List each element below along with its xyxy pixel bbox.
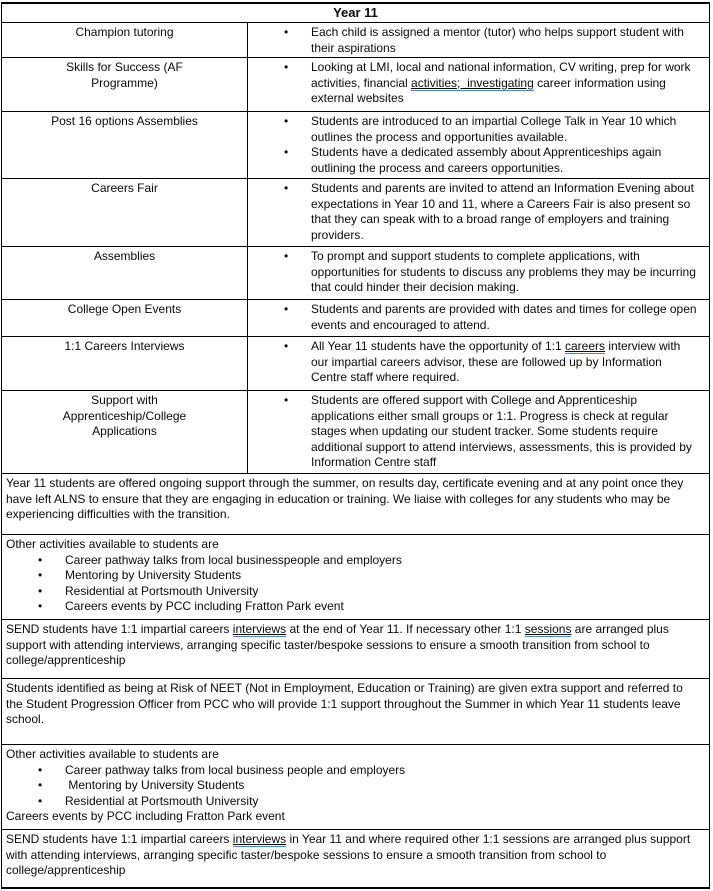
text-segment: Career pathway talks from local businesspeople and employers xyxy=(65,552,402,567)
section-heading: Other activities available to students are xyxy=(6,747,219,761)
detail-point xyxy=(311,339,699,386)
activity-cell xyxy=(2,337,248,390)
activity-cell xyxy=(2,247,248,299)
text-segment: Mentoring by University Students xyxy=(65,778,245,792)
text-segment: Students are introduced to an impartial College Talk in Year 10 which outlines the process and opportunities available. xyxy=(311,114,680,144)
activity-item xyxy=(65,763,695,779)
activity-item xyxy=(65,599,695,615)
text-segment: Each child is assigned a mentor (tutor) who helps support student with their aspirations xyxy=(311,25,688,55)
table-title: Year 11 xyxy=(333,5,378,20)
activity-label: College Open Events xyxy=(67,302,182,316)
activity-item xyxy=(65,553,695,569)
details-cell xyxy=(248,391,709,473)
grammar-flagged-text: interviews xyxy=(232,622,287,636)
details-cell xyxy=(248,112,709,178)
activity-label: Careers Fair xyxy=(91,181,158,195)
activity-cell xyxy=(2,58,248,111)
text-segment: Year 11 students are offered ongoing support through the summer, on results day, certificate evening and at any point once they have left ALNS to ensure that they are engaging in education or training. We liaise with colleges for any students who may be experiencing difficulties with the transition. xyxy=(6,476,687,521)
table-row-careers-fair xyxy=(2,179,709,247)
activities-list xyxy=(6,763,695,810)
detail-point xyxy=(311,145,699,176)
text-segment: Careers events by PCC including Fratton Park event xyxy=(65,599,344,613)
summer-support-section xyxy=(2,474,709,535)
text-segment: career information using external websites xyxy=(311,75,670,105)
details-cell xyxy=(248,58,709,111)
text-segment: at the end of Year 11. If necessary other 1:1 xyxy=(286,622,525,636)
activity-item xyxy=(65,584,695,600)
detail-point xyxy=(311,393,699,471)
section-heading: Other activities available to students are xyxy=(6,537,219,551)
grammar-flagged-text: careers xyxy=(564,339,605,353)
detail-point xyxy=(311,302,699,333)
neet-support-section xyxy=(2,679,709,745)
detail-point xyxy=(311,114,699,145)
table-row-college-open-events xyxy=(2,300,709,337)
unbulleted-activity-line xyxy=(6,809,695,825)
details-cell xyxy=(248,300,709,336)
table-row-champion-tutoring xyxy=(2,23,709,58)
details-list xyxy=(248,25,699,56)
grammar-flagged-text: sessions xyxy=(524,622,572,636)
text-segment: All Year 11 students have the opportunity of 1:1 xyxy=(311,339,565,353)
activity-cell xyxy=(2,300,248,336)
text-segment: To prompt and support students to complete applications, with opportunities for students to discuss any problems they may be incurring that could hinder their decision making. xyxy=(311,249,700,294)
activity-label: Support with Apprenticeship/College Applications xyxy=(62,393,187,438)
activity-label: Skills for Success (AF Programme) xyxy=(66,60,183,90)
table-header-row xyxy=(2,4,709,23)
details-list xyxy=(248,114,699,176)
activity-cell xyxy=(2,179,248,246)
text-segment: Careers events by PCC including Fratton Park event xyxy=(6,809,285,823)
section-paragraph xyxy=(6,622,695,669)
text-segment: Students and parents are provided with dates and times for college open events and encouraged to attend. xyxy=(311,302,700,332)
details-cell xyxy=(248,179,709,246)
send-support-section-1 xyxy=(2,620,709,679)
table-row-assemblies xyxy=(2,247,709,300)
activity-cell xyxy=(2,112,248,178)
activity-label: 1:1 Careers Interviews xyxy=(64,339,185,353)
table-row-skills-for-success xyxy=(2,58,709,112)
text-segment: SEND students have 1:1 impartial careers xyxy=(6,832,233,846)
activity-item xyxy=(65,794,695,810)
other-activities-section-1 xyxy=(2,535,709,620)
detail-point xyxy=(311,181,699,243)
text-segment: interview with our impartial careers advisor, these are followed up by Information Centre staff where required. xyxy=(311,339,684,384)
text-segment: Students and parents are invited to attend an Information Evening about expectations in Year 10 and 11, where a Careers Fair is also present so that they can speak with to a broad range of employers and training providers. xyxy=(311,181,698,242)
grammar-flagged-text: activities; investigating xyxy=(411,75,534,90)
text-segment: Mentoring by University Students xyxy=(65,568,242,582)
details-list xyxy=(248,60,699,107)
text-segment: SEND students have 1:1 impartial careers xyxy=(6,622,233,636)
activity-item xyxy=(65,778,695,794)
text-segment: Students identified as being at Risk of NEET (Not in Employment, Education or Training) are given extra support and referred to the Student Progression Officer from PCC who will provide 1:1 support throughout the Summer in which Year 11 students leave school. xyxy=(6,681,687,726)
text-segment: Residential at Portsmouth University xyxy=(65,583,259,598)
table-row-post16-assemblies xyxy=(2,112,709,179)
detail-point xyxy=(311,249,699,296)
text-segment: Residential at Portsmouth University xyxy=(65,793,259,808)
activity-item xyxy=(65,568,695,584)
activity-label: Assemblies xyxy=(93,249,156,263)
activity-label: Champion tutoring xyxy=(75,25,174,39)
text-segment: are arranged plus support with attending interviews, arranging specific taster/bespoke sessions to ensure a smooth transition from school to college/apprenticeship xyxy=(6,622,673,667)
details-cell xyxy=(248,23,709,57)
activity-cell xyxy=(2,391,248,473)
activity-cell xyxy=(2,23,248,57)
activities-list xyxy=(6,553,695,615)
section-paragraph xyxy=(6,832,695,879)
text-segment: in Year 11 and where required other 1:1 sessions are arranged plus support with attending interviews, arranging specific taster/bespoke sessions to ensure a smooth transition from school to college/apprenticeship xyxy=(6,832,694,877)
detail-point xyxy=(311,60,699,107)
details-list xyxy=(248,339,699,386)
section-paragraph xyxy=(6,681,695,728)
activity-label: Post 16 options Assemblies xyxy=(51,114,198,128)
detail-point xyxy=(311,25,699,56)
text-segment: Students are offered support with College and Apprenticeship applications either small groups or 1:1. Progress is check at regular stages when updating our student tracker. Some students require additional support to attend interviews, assessments, this is provided by Information Centre staff xyxy=(311,393,696,469)
details-cell xyxy=(248,247,709,299)
table-row-careers-interviews xyxy=(2,337,709,391)
send-support-section-2 xyxy=(2,830,709,887)
text-segment: Students have a dedicated assembly about Apprenticeships again outlining the process and careers opportunities. xyxy=(311,145,665,175)
text-segment: Looking at LMI, local and national information, CV writing, prep for work activities, financial xyxy=(311,60,694,90)
other-activities-section-2 xyxy=(2,745,709,830)
table-row-application-support xyxy=(2,391,709,474)
section-paragraph xyxy=(6,476,695,523)
grammar-flagged-text: interviews xyxy=(232,832,287,846)
details-list xyxy=(248,393,699,471)
year11-careers-provision-table xyxy=(1,2,710,889)
details-list xyxy=(248,249,699,296)
text-segment: Career pathway talks from local business people and employers xyxy=(65,762,406,777)
details-list xyxy=(248,302,699,333)
details-cell xyxy=(248,337,709,390)
details-list xyxy=(248,181,699,243)
